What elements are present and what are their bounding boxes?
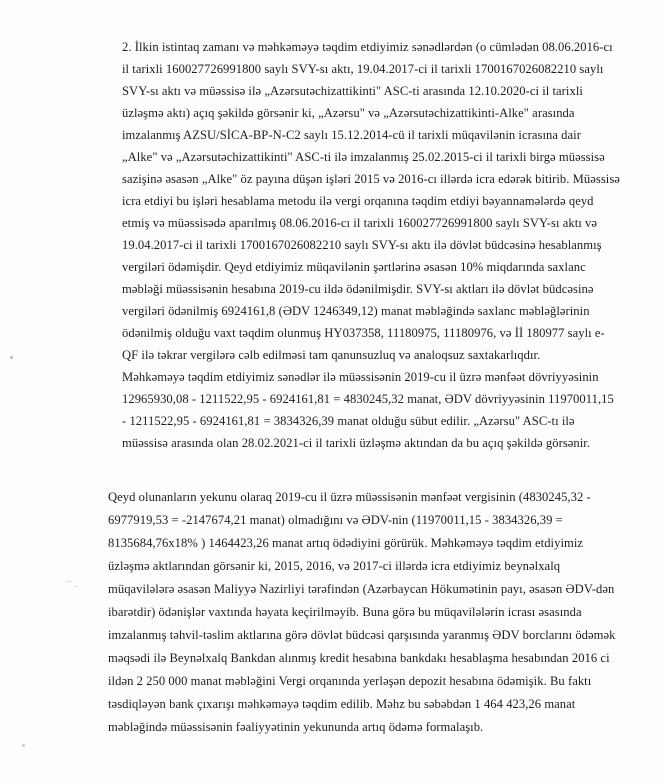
paragraph-1-line: - 1211522,95 - 6924161,81 = 3834326,39 manat olduğu sübut edilir. „Azərsu" ASC-tı ilə — [122, 414, 575, 428]
scan-speck — [10, 356, 13, 359]
paragraph-1-line: etmiş və müəssisədə aparılmış 08.06.2016-cı il tarixli 160027726991800 saylı SVY-sı aktı və — [122, 216, 598, 230]
paragraph-1-line: Məhkəməyə təqdim etdiyimiz sənədlər ilə müəssisənin 2019-cu il üzrə mənfəət dövriyyəsinin — [122, 370, 599, 384]
paragraph-2-line: 6977919,53 = -2147674,21 manat) olmadığını və ƏDV-nin (11970011,15 - 3834326,39 = — [108, 513, 563, 527]
paragraph-1-line: QF ilə təkrar vergilərə cəlb edilməsi tam qanunsuzluq və analoqsuz saxtakarlıqdır. — [122, 348, 541, 362]
paragraph-1-line: imzalanmış AZSU/SİCA-BP-N-C2 saylı 15.12.2014-cü il tarixli müqavilənin icrasına dair — [122, 128, 581, 142]
paragraph-1-line: 12965930,08 - 1211522,95 - 6924161,81 = 4830245,32 manat, ƏDV dövriyyəsinin 11970011,15 — [122, 392, 614, 406]
paragraph-2-line: ibarətdir) ödənişlər vaxtında həyata keçirilməyib. Buna görə bu müqavilələrin icrası əsasında — [108, 605, 582, 619]
paragraph-1-line: məbləği müəssisənin hesabına 2019-cu ildə ödənilmişdir. SVY-sı aktları ilə dövlət büdcəsinə — [122, 282, 594, 296]
paragraph-1-line: vergiləri ödəmişdir. Qeyd etdiyimiz müqavilənin şərtlərinə əsasən 10% miqdarında saxlanc — [122, 260, 586, 274]
paragraph-1-line: SVY-sı aktı və müəssisə ilə „Azərsutəchizattikinti" ASC-ti arasında 12.10.2020-ci il tarixli — [122, 84, 583, 98]
scan-speck — [74, 586, 78, 587]
paragraph-1-line: il tarixli 160027726991800 saylı SVY-sı aktı, 19.04.2017-ci il tarixli 1700167026082210 saylı — [122, 62, 604, 76]
paragraph-1-line: müəssisə arasında olan 28.02.2021-ci il tarixli üzləşmə aktından da bu açıq şəkildə görsənir. — [122, 436, 591, 450]
paragraph-2-line: məbləğində müəssisənin fəaliyyətinin yekununda artıq ödəmə formalaşıb. — [108, 720, 484, 734]
paragraph-1-line: icra etdiyi bu işləri hesablama metodu ilə vergi orqanına təqdim etdiyi bəyannamələrdə qeyd — [122, 194, 594, 208]
paragraph-1-line: üzləşmə aktı) açıq şəkildə görsənir ki, „Azərsu" və „Azərsutəchizattikinti-Alke" arasında — [122, 106, 575, 120]
paragraph-2-line: təsdiqləyən bank çıxarışı məhkəməyə təqdim edilib. Məhz bu səbəbdən 1 464 423,26 manat — [108, 697, 576, 711]
paragraph-1-line: ödənilmiş olduğu vaxt təqdim olunmuş HY037358, 11180975, 11180976, və İİ 180977 saylı e- — [122, 326, 605, 340]
paragraph-1-line: „Alke" və „Azərsutəchizattikinti" ASC-ti ilə imzalanmış 25.02.2015-ci il tarixli birgə müəssisə — [122, 150, 605, 164]
paragraph-2-line: 8135684,76x18% ) 1464423,26 manat artıq ödədiyini görürük. Məhkəməyə təqdim etdiyimiz — [108, 536, 584, 550]
paragraph-1-line: vergiləri ödənilmiş 6924161,8 (ƏDV 1246349,12) manat məbləğində saxlanc məbləğlərinin — [122, 304, 590, 318]
scan-speck — [22, 744, 25, 747]
paragraph-2-line: imzalanmış təhvil-təslim aktlarına görə dövlət büdcəsi qarşısında yaranmış ƏDV borclarını ödəmək — [108, 628, 616, 642]
paragraph-2-line: məqsədi ilə Beynəlxalq Bankdan alınmış kredit hesabına bankdakı hesablaşma hesabından 2016 ci — [108, 651, 610, 665]
paragraph-1-line: 2. İlkin istintaq zamanı və məhkəməyə təqdim etdiyimiz sənədlərdən (o cümlədən 08.06.2016-cı — [122, 40, 613, 54]
paragraph-2-line: Qeyd olunanların yekunu olaraq 2019-cu il üzrə müəssisənin mənfəət vergisinin (4830245,32 - — [108, 490, 591, 504]
paragraph-1-line: 19.04.2017-ci il tarixli 1700167026082210 saylı SVY-sı aktı ilə dövlət büdcəsinə hesablanmış — [122, 238, 602, 252]
paragraph-2-line: ildən 2 250 000 manat məbləğini Vergi orqanında yerləşən depozit hesabına ödəmişik. Bu faktı — [108, 674, 592, 688]
scan-speck — [66, 581, 72, 582]
paragraph-1-line: sazişinə əsasən „Alke" öz payına düşən işləri 2015 və 2016-cı illərdə icra edərək bitirib. Müəssisə — [122, 172, 620, 186]
paragraph-2-line: müqavilələrə əsasən Maliyyə Nazirliyi tərəfindən (Azərbaycan Hökumətinin payı, əsasən ƏDV-dən — [108, 582, 615, 596]
paragraph-2-line: üzləşmə aktlarından görsənir ki, 2015, 2016, və 2017-ci illərdə icra etdiyimiz beynəlxalq — [108, 559, 561, 573]
